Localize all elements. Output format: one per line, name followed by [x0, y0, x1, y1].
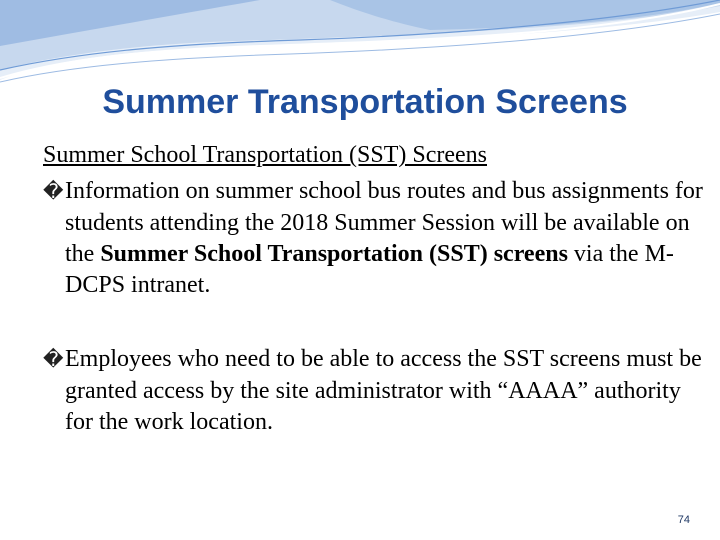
bullet-bold-text: Summer School Transportation (SST) screens: [100, 241, 568, 267]
bullet-item-summer-info: [43, 176, 705, 301]
bullet-item-access: [43, 344, 705, 438]
header-wave-decoration: [0, 0, 720, 90]
slide-subtitle: Summer School Transportation (SST) Screens: [43, 142, 487, 168]
bullet-marker-icon: �: [43, 349, 64, 371]
bullet-text: Information on summer school bus routes and bus assignments for students attending the 2018 Summer Session will be available on the: [65, 178, 703, 267]
bullet-marker-icon: �: [43, 181, 64, 203]
bullet-text: Employees who need to be able to access the SST screens must be granted access by the site administrator with “AAAA” authority for the work location.: [65, 346, 702, 435]
bullet-text: via the M-DCPS intranet.: [65, 241, 674, 298]
page-number: 74: [677, 514, 690, 526]
slide-title: Summer Transportation Screens: [102, 83, 628, 121]
